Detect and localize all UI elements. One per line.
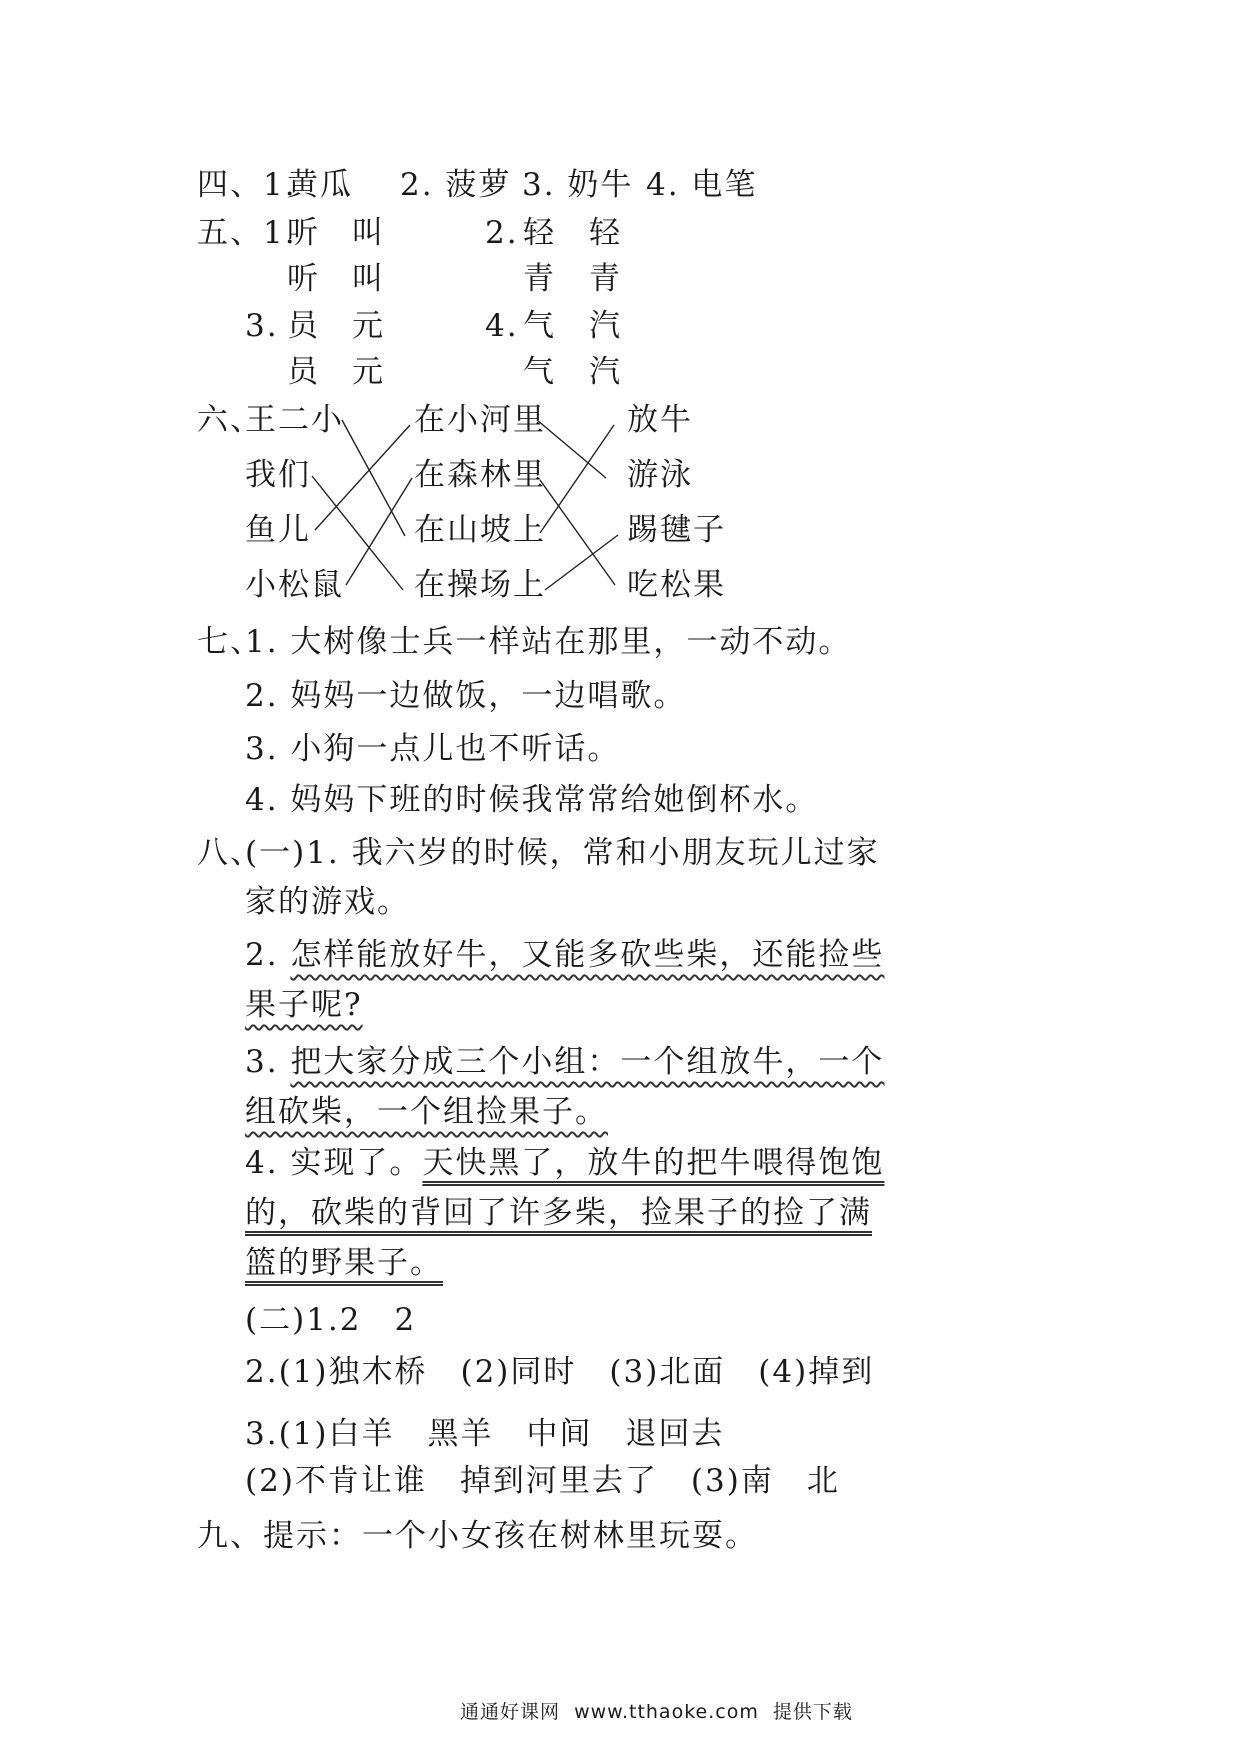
match-line: [537, 420, 606, 478]
q6-action: 踢毽子: [627, 512, 726, 548]
q4-item-2: 2. 菠萝: [400, 167, 512, 203]
q7-line: 3. 小狗一点儿也不听话。: [245, 731, 621, 767]
q5-char: 青: [589, 261, 622, 297]
q4-label: 四、1.: [197, 167, 297, 203]
q5-char: 员: [287, 354, 320, 390]
q5-number: 3.: [245, 308, 279, 344]
q8-answer-3-text: 组砍柴，一个组捡果子。: [245, 1094, 608, 1130]
match-line: [312, 476, 403, 590]
q8-answer-4-prefix: 4. 实现了。: [245, 1145, 423, 1181]
q8-answer-4-text: 的，砍柴的背回了许多柴，捡果子的捡了满: [245, 1195, 872, 1231]
q5-char: 汽: [589, 354, 622, 390]
q5-char: 叫: [352, 215, 385, 251]
q8-answer-2-number: 2.: [245, 937, 291, 973]
q6-place: 在山坡上: [414, 512, 546, 548]
q4-item-1: 黄瓜: [287, 167, 353, 203]
match-line: [315, 425, 410, 530]
q8-answer-3-text: 把大家分成三个小组：一个组放牛，一个: [290, 1044, 885, 1080]
q8-answer-3: [245, 1042, 884, 1082]
q5-char: 轻: [589, 215, 622, 251]
q6-place: 在小河里: [414, 402, 546, 438]
q6-subject: 小松鼠: [245, 567, 344, 603]
q5-char: 青: [523, 261, 556, 297]
match-line: [540, 425, 614, 533]
match-line: [342, 420, 405, 536]
q5-char: 听: [287, 215, 320, 251]
q8-answer-4-cont: [245, 1243, 443, 1283]
q8-answer-4-text: 篮的野果子。: [245, 1245, 443, 1281]
q5-number: 4.: [485, 308, 519, 344]
q4-item-3: 3. 奶牛: [522, 167, 634, 203]
q8-answer-2-text: 怎样能放好牛，又能多砍些柴，还能捡些: [290, 937, 885, 973]
q8-part2-line: (2)不肯让谁 掉到河里去了 (3)南 北: [245, 1463, 840, 1499]
q5-char: 轻: [523, 215, 556, 251]
q8-answer-2-text: 果子呢?: [245, 987, 363, 1023]
q5-char: 元: [352, 354, 385, 390]
q8-answer-2: [245, 935, 884, 975]
q6-action: 游泳: [627, 457, 693, 493]
q6-action: 吃松果: [627, 567, 726, 603]
q6-action: 放牛: [627, 402, 693, 438]
q5-char: 叫: [352, 261, 385, 297]
q5-char: 气: [523, 354, 556, 390]
q8-answer-2-cont: [245, 985, 363, 1025]
q5-char: 听: [287, 261, 320, 297]
q8-part2-line: (二)1.2 2: [245, 1302, 417, 1338]
q8-part2-line: 2.(1)独木桥 (2)同时 (3)北面 (4)掉到: [245, 1354, 875, 1390]
q8-answer-3-number: 3.: [245, 1044, 291, 1080]
q8-answer-4: [245, 1143, 884, 1183]
q8-part2-line: 3.(1)白羊 黑羊 中间 退回去: [245, 1416, 725, 1452]
q8-answer-4-text: 天快黑了，放牛的把牛喂得饱饱: [422, 1145, 885, 1181]
q4-item-4: 4. 电笔: [646, 167, 758, 203]
q8-answer-1-cont: 家的游戏。: [245, 884, 410, 920]
q8-label: 八、: [197, 835, 263, 871]
q7-label: 七、: [197, 624, 263, 660]
q6-place: 在森林里: [414, 457, 546, 493]
q5-char: 元: [352, 308, 385, 344]
q9-hint: 九、提示：一个小女孩在树林里玩耍。: [197, 1518, 758, 1554]
q8-answer-3-cont: [245, 1092, 608, 1132]
q7-line: 4. 妈妈下班的时候我常常给她倒杯水。: [245, 782, 819, 818]
q5-char: 汽: [589, 308, 622, 344]
match-line: [540, 480, 615, 585]
q8-answer-1: (一)1. 我六岁的时候，常和小朋友玩儿过家: [245, 835, 880, 871]
q6-subject: 鱼儿: [245, 512, 311, 548]
q6-place: 在操场上: [414, 567, 546, 603]
q6-subject: 王二小: [245, 402, 344, 438]
q5-number: 2.: [485, 215, 519, 251]
q5-char: 气: [523, 308, 556, 344]
match-line: [545, 535, 618, 590]
q7-line: 2. 妈妈一边做饭，一边唱歌。: [245, 678, 687, 714]
q6-label: 六、: [197, 402, 263, 438]
footer-credit: 通通好课网 www.tthaoke.com 提供下载: [460, 1701, 853, 1723]
q5-char: 员: [287, 308, 320, 344]
q7-line: 1. 大树像士兵一样站在那里，一动不动。: [245, 624, 852, 660]
q8-answer-4-cont: [245, 1193, 872, 1233]
q5-label: 五、1.: [197, 215, 297, 251]
q6-subject: 我们: [245, 457, 311, 493]
